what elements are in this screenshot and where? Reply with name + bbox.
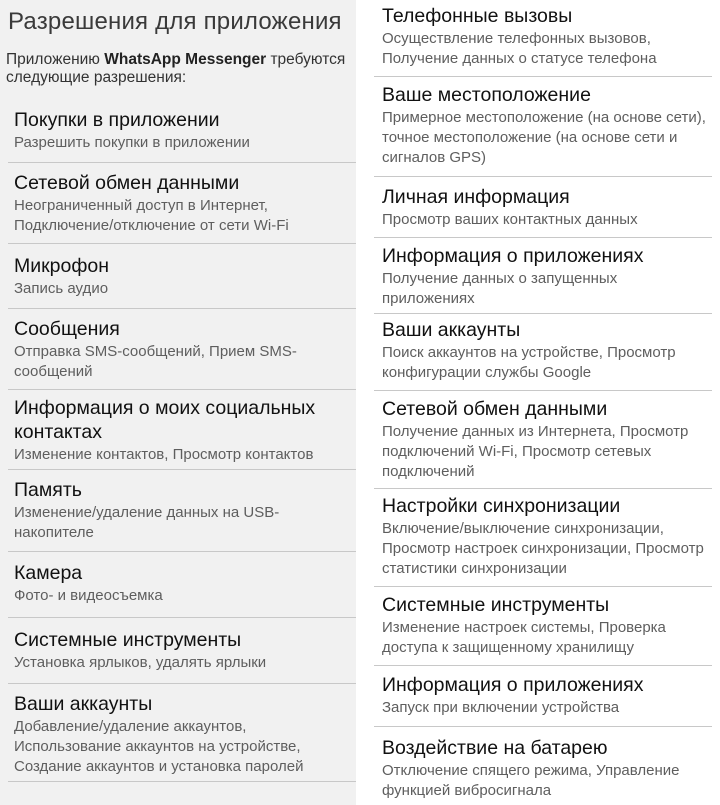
divider <box>8 683 356 684</box>
permission-desc: Установка ярлыков, удалять ярлыки <box>14 654 267 671</box>
app-name: WhatsApp Messenger <box>104 51 267 68</box>
divider <box>374 237 712 238</box>
divider <box>374 390 712 391</box>
permission-title: Ваши аккаунты <box>382 319 521 341</box>
permission-item-camera[interactable] <box>14 561 348 606</box>
permission-title: Сообщения <box>14 318 120 340</box>
permission-item-battery[interactable] <box>382 736 712 801</box>
permission-title: Сетевой обмен данными <box>382 398 608 420</box>
permission-desc: Примерное местоположение (на основе сети), точное местоположение (на основе сети и сигналов GPS) <box>382 109 706 166</box>
divider <box>374 726 712 727</box>
permission-desc: Изменение настроек системы, Проверка доступа к защищенному хранилищу <box>382 619 666 656</box>
permission-title: Информация о приложениях <box>382 245 644 267</box>
permission-title: Телефонные вызовы <box>382 5 573 27</box>
permission-desc: Добавление/удаление аккаунтов, Использование аккаунтов на устройстве, Создание аккаунтов и установка паролей <box>14 718 304 775</box>
permission-item-accounts[interactable] <box>382 318 712 383</box>
divider <box>374 488 712 489</box>
divider <box>8 308 356 309</box>
permission-desc: Поиск аккаунтов на устройстве, Просмотр конфигурации службы Google <box>382 344 676 381</box>
left-panel <box>0 0 356 805</box>
page-title: Разрешения для приложения <box>8 8 342 35</box>
divider <box>374 586 712 587</box>
permission-item-network[interactable] <box>14 171 348 236</box>
permission-item-system-tools[interactable] <box>382 593 712 658</box>
permission-title: Воздействие на батарею <box>382 737 608 759</box>
divider <box>8 162 356 163</box>
permission-item-personal-info[interactable] <box>382 185 712 230</box>
permission-item-location[interactable] <box>382 83 712 168</box>
divider <box>374 176 712 177</box>
permission-item-phone-calls[interactable] <box>382 4 712 69</box>
permission-title: Информация о приложениях <box>382 674 644 696</box>
divider <box>8 781 356 782</box>
permission-desc: Включение/выключение синхронизации, Просмотр настроек синхронизации, Просмотр статистики синхронизации <box>382 520 704 577</box>
divider <box>8 469 356 470</box>
permission-item-app-info[interactable] <box>382 244 712 309</box>
permission-title: Сетевой обмен данными <box>14 172 240 194</box>
permission-item-microphone[interactable] <box>14 254 348 299</box>
divider <box>8 551 356 552</box>
permission-item-social-contacts[interactable] <box>14 396 348 465</box>
permission-title: Системные инструменты <box>14 629 242 651</box>
permission-desc: Осуществление телефонных вызовов, Получение данных о статусе телефона <box>382 30 657 67</box>
permission-item-storage[interactable] <box>14 478 348 543</box>
permission-title: Системные инструменты <box>382 594 610 616</box>
permission-title: Ваше местоположение <box>382 84 591 106</box>
permission-title: Память <box>14 479 82 501</box>
intro-text: Приложению WhatsApp Messenger требуются следующие разрешения: <box>6 51 346 86</box>
permission-desc: Запуск при включении устройства <box>382 699 620 716</box>
permission-title: Личная информация <box>382 186 570 208</box>
permission-title: Информация о моих социальных контактах <box>14 397 316 443</box>
permission-desc: Получение данных о запущенных приложениях <box>382 270 618 307</box>
permission-item-sync-settings[interactable] <box>382 494 712 579</box>
permission-title: Покупки в приложении <box>14 109 220 131</box>
permission-item-system-tools[interactable] <box>14 628 348 673</box>
permission-item-in-app-purchases[interactable] <box>14 108 348 153</box>
divider <box>8 389 356 390</box>
permission-desc: Отправка SMS-сообщений, Прием SMS-сообщений <box>14 343 297 380</box>
permission-item-network[interactable] <box>382 397 712 482</box>
divider <box>374 665 712 666</box>
permission-desc: Получение данных из Интернета, Просмотр подключений Wi-Fi, Просмотр сетевых подключений <box>382 423 689 480</box>
permission-desc: Запись аудио <box>14 280 109 297</box>
right-panel <box>366 0 720 805</box>
divider <box>8 243 356 244</box>
permission-desc: Фото- и видеосъемка <box>14 587 163 604</box>
divider <box>374 313 712 314</box>
permission-desc: Разрешить покупки в приложении <box>14 134 250 151</box>
permission-title: Микрофон <box>14 255 110 277</box>
divider <box>374 76 712 77</box>
permission-item-app-info[interactable] <box>382 673 712 718</box>
permission-desc: Просмотр ваших контактных данных <box>382 211 638 228</box>
permission-item-messages[interactable] <box>14 317 348 382</box>
permission-desc: Неограниченный доступ в Интернет, Подключение/отключение от сети Wi-Fi <box>14 197 289 234</box>
permission-title: Камера <box>14 562 83 584</box>
permission-desc: Изменение контактов, Просмотр контактов <box>14 446 314 463</box>
permission-title: Ваши аккаунты <box>14 693 153 715</box>
divider <box>8 617 356 618</box>
permission-desc: Изменение/удаление данных на USB-накопителе <box>14 504 280 541</box>
permission-item-accounts[interactable] <box>14 692 348 777</box>
permission-title: Настройки синхронизации <box>382 495 621 517</box>
permission-desc: Отключение спящего режима, Управление функцией вибросигнала <box>382 762 680 799</box>
